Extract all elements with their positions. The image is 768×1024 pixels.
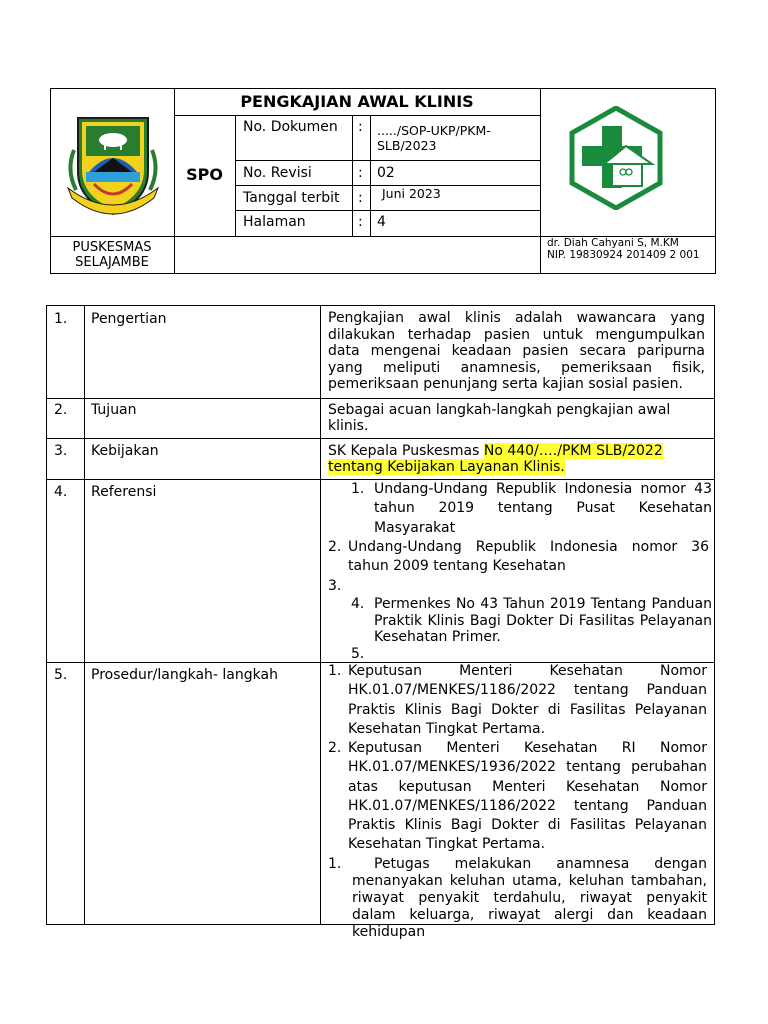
procedure-item-number: 1.: [328, 856, 342, 872]
reference-item-number: 4.: [351, 596, 365, 612]
row-4-number: 4.: [54, 484, 68, 500]
issue-date-colon: :: [358, 190, 363, 206]
document-title: PENGKAJIAN AWAL KLINIS: [240, 92, 474, 111]
reference-item-text: Permenkes No 43 Tahun 2019 Tentang Panduan Praktik Klinis Bagi Dokter Di Fasilitas Pelayanan Kesehatan Primer.: [374, 596, 712, 645]
row-1-number: 1.: [54, 311, 68, 327]
policy-highlight-1: No 440/…./PKM SLB/2022: [483, 443, 663, 459]
header-border-bottom: [50, 273, 716, 274]
regency-emblem-logo: [64, 110, 162, 220]
page-label: Halaman: [243, 214, 306, 230]
row-5-number: 5.: [54, 667, 68, 683]
page-value: 4: [377, 214, 386, 230]
header-row-sep-3: [235, 210, 540, 211]
row-3-label: Kebijakan: [91, 443, 159, 459]
reference-item-number: 3.: [328, 578, 342, 594]
header-row-sep-title: [174, 115, 540, 116]
document-header: [50, 88, 716, 274]
sop-content-table: [46, 305, 715, 940]
header-col-sep-2: [540, 88, 541, 274]
row-3-number: 3.: [54, 443, 68, 459]
row-2-content-line1: Sebagai acuan langkah-langkah pengkajian awal: [328, 402, 671, 418]
reference-item-text: Undang-Undang Republik Indonesia nomor 36 tahun 2009 tentang Kesehatan: [348, 539, 709, 575]
revision-colon: :: [358, 165, 363, 181]
row-4-label: Referensi: [91, 484, 157, 500]
procedure-item-text: Keputusan Menteri Kesehatan Nomor HK.01.07/MENKES/1186/2022 tentang Panduan Praktis Klinis Bagi Dokter di Fasilitas Pelayanan Kesehatan Tingkat Pertama.: [348, 663, 707, 737]
row-5-label: Prosedur/langkah- langkah: [91, 667, 278, 683]
header-col-sep-4: [352, 115, 353, 236]
org-name-line1: PUSKESMAS: [72, 240, 152, 255]
header-border-top: [50, 88, 716, 89]
issue-date-label: Tanggal terbit: [243, 190, 340, 206]
org-name-line2: SELAJAMBE: [75, 255, 149, 270]
revision-value: 02: [377, 165, 395, 181]
reference-item-number: 2.: [328, 539, 342, 555]
procedure-item-text: Petugas melakukan anamnesa dengan menanyakan keluhan utama, keluhan tambahan, riwayat penyakit terdahulu, riwayat penyakit dalam keluarga, riwayat alergi dan keadaan kehidupan: [352, 856, 707, 940]
reference-item-number: 5.: [351, 646, 365, 662]
table-border-top: [46, 305, 715, 306]
policy-plain-text: SK Kepala Puskesmas: [328, 443, 484, 459]
procedure-item-number: 2.: [328, 740, 342, 756]
doc-number-value-line2: SLB/2023: [377, 138, 437, 153]
header-col-sep-3: [235, 115, 236, 236]
doc-number-label: No. Dokumen: [243, 119, 338, 135]
signer-nip: NIP. 19830924 201409 2 001: [547, 249, 700, 261]
reference-item-text: Undang-Undang Republik Indonesia nomor 43 tahun 2019 tentang Pusat Kesehatan Masyarakat: [374, 481, 712, 536]
header-col-sep-5: [370, 115, 371, 236]
procedure-item-text: Keputusan Menteri Kesehatan RI Nomor HK.01.07/MENKES/1936/2022 tentang perubahan atas keputusan Menteri Kesehatan Nomor HK.01.07/MENKES/1186/2022 tentang Panduan Praktis Klinis Bagi Dokter di Fasilitas Pelayanan Kesehatan Tingkat Pertama.: [348, 740, 707, 853]
reference-item-number: 1.: [351, 481, 365, 497]
row-1-content: Pengkajian awal klinis adalah wawancara yang dilakukan terhadap pasien untuk mengumpulkan data mengenai keadaan pasien secara paripurna yang meliputi anamnesis, pemeriksaan fisik, pemeriksaan penunjang serta kajian sosial pasien.: [328, 310, 705, 392]
row-3-content-line2: [328, 459, 565, 476]
doc-number-colon: :: [358, 119, 363, 135]
policy-highlight-2: tentang Kebijakan Layanan Klinis.: [328, 459, 565, 475]
procedure-item-number: 1.: [328, 663, 342, 679]
doc-number-value-line1: ...../SOP-UKP/PKM-: [377, 123, 491, 138]
header-row-sep-1: [235, 160, 540, 161]
issue-date-value: Juni 2023: [382, 186, 441, 201]
row-2-number: 2.: [54, 402, 68, 418]
table-row-sep-2: [46, 438, 715, 439]
header-border-right: [715, 88, 716, 274]
revision-label: No. Revisi: [243, 165, 312, 181]
table-row-sep-1: [46, 398, 715, 399]
page-colon: :: [358, 214, 363, 230]
row-3-content-line1: [328, 443, 663, 460]
row-2-label: Tujuan: [91, 402, 137, 418]
row-2-content-line2: klinis.: [328, 418, 369, 434]
puskesmas-cross-logo: [568, 106, 664, 210]
row-1-label: Pengertian: [91, 311, 167, 327]
signer-name: dr. Diah Cahyani S, M.KM: [547, 237, 679, 249]
spo-label: SPO: [186, 165, 223, 184]
